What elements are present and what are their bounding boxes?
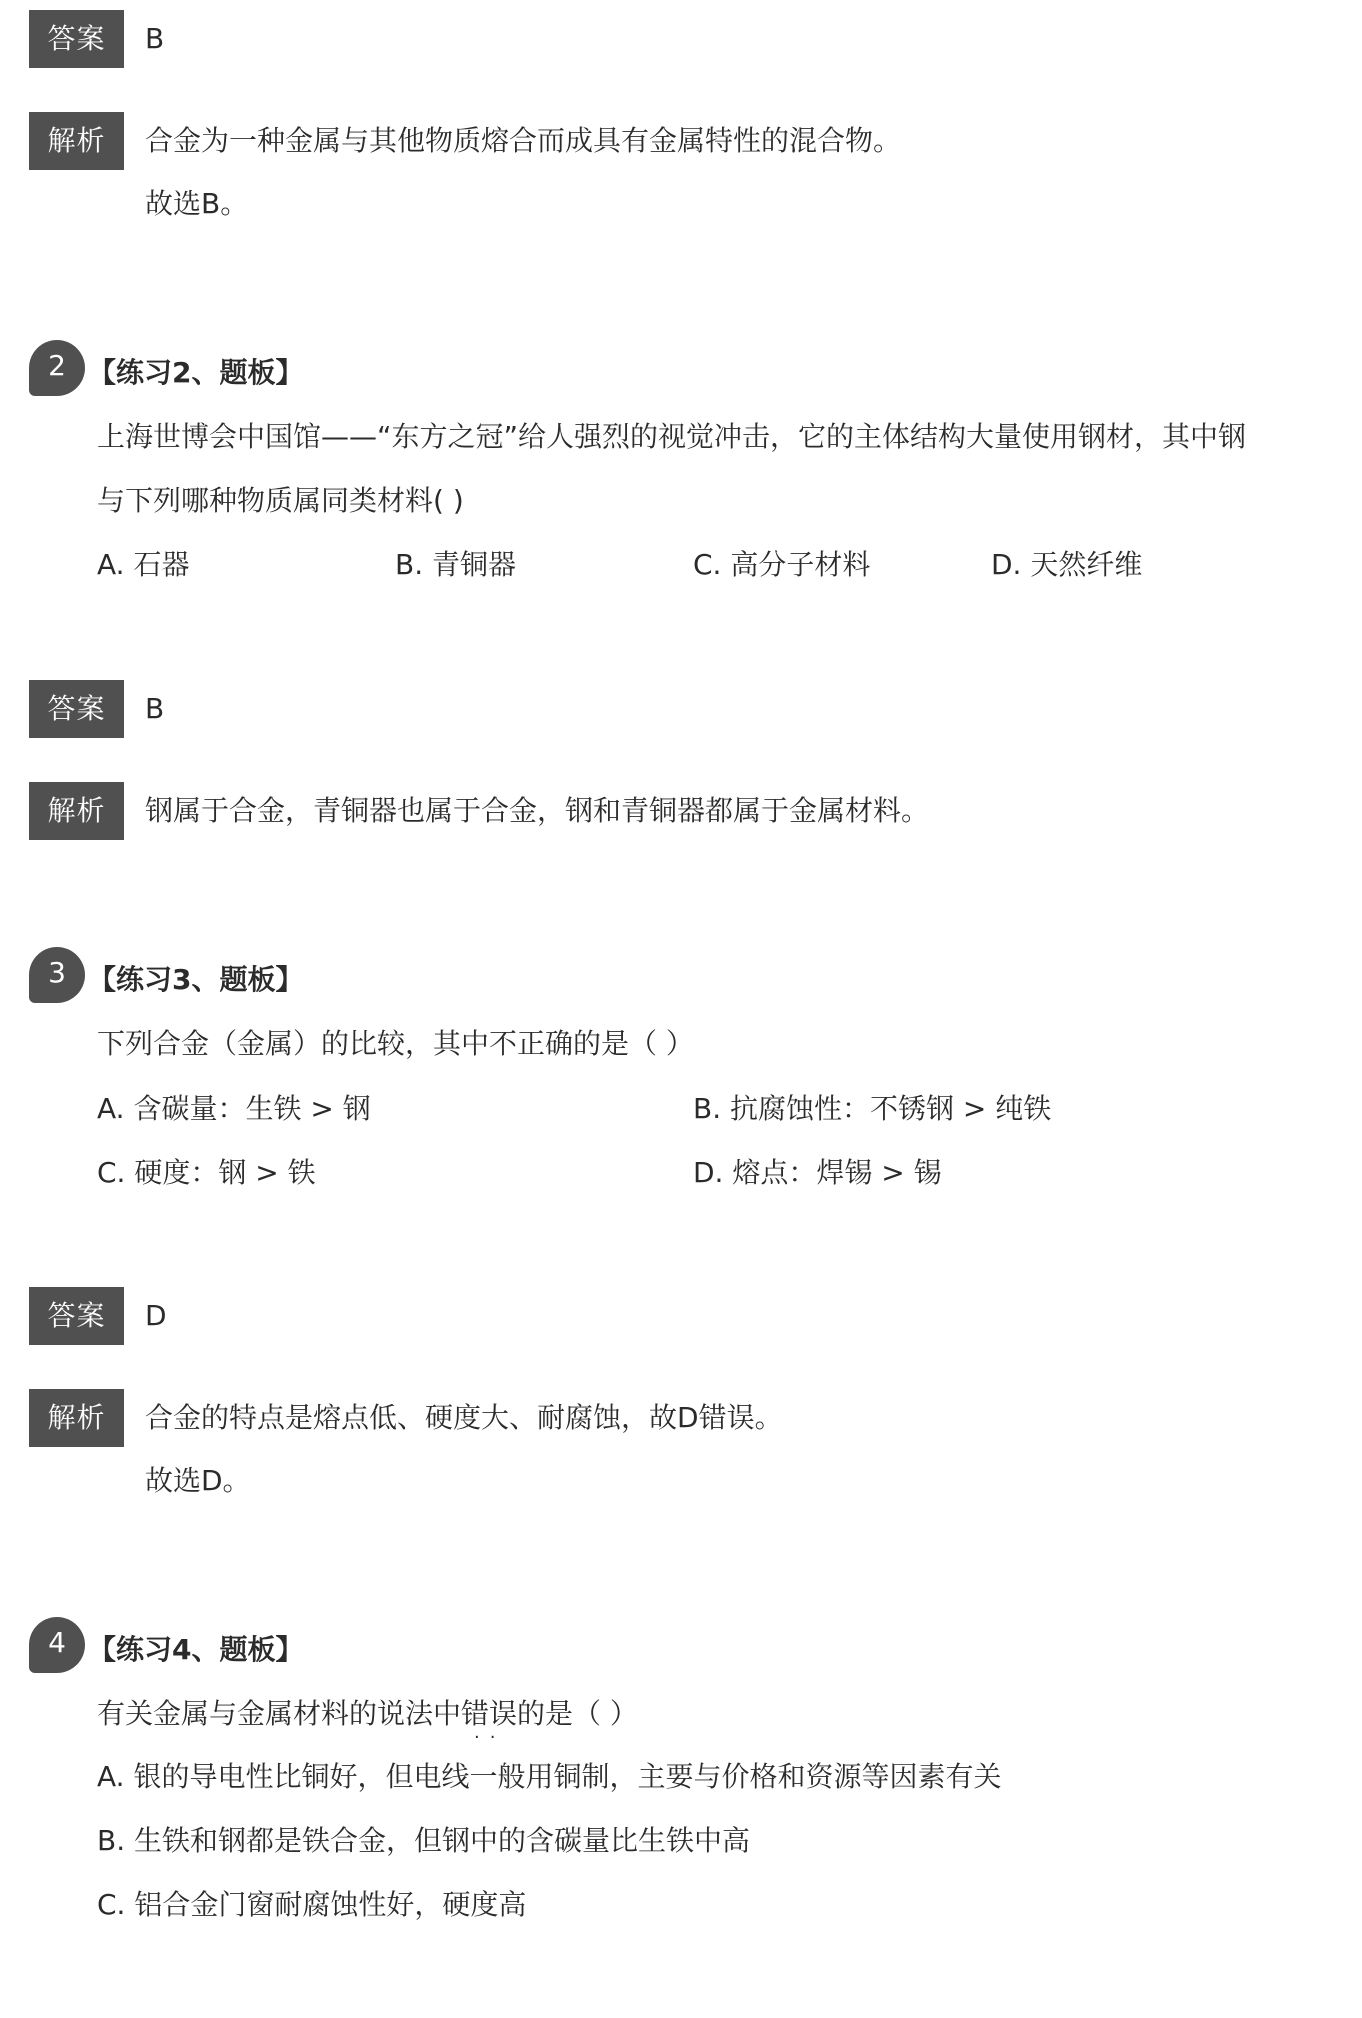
option-b: B. 生铁和钢都是铁合金，但钢中的含碳量比生铁中高 (97, 1824, 751, 1857)
question-number-badge: 4 (29, 1617, 85, 1673)
question-stem: 上海世博会中国馆——“东方之冠”给人强烈的视觉冲击，它的主体结构大量使用钢材，其中钢 (97, 420, 1247, 453)
option-a: A. 石器 (97, 548, 190, 581)
analysis-label: 解析 (29, 1389, 124, 1447)
question-title: 【练习2、题板】 (88, 356, 304, 389)
question-title: 【练习4、题板】 (88, 1633, 304, 1666)
question-number-badge: 3 (29, 947, 85, 1003)
answer-label: 答案 (29, 1287, 124, 1345)
option-c: C. 高分子材料 (693, 548, 871, 581)
analysis-label: 解析 (29, 112, 124, 170)
answer-value: D (145, 1299, 167, 1332)
option-d: D. 天然纤维 (991, 548, 1143, 581)
option-c: C. 硬度：钢 > 铁 (97, 1156, 316, 1189)
analysis-text: 故选D。 (145, 1464, 251, 1497)
option-a: A. 银的导电性比铜好，但电线一般用铜制，主要与价格和资源等因素有关 (97, 1760, 1002, 1793)
answer-value: B (145, 22, 165, 55)
option-d: D. 熔点：焊锡 > 锡 (693, 1156, 942, 1189)
analysis-text: 合金的特点是熔点低、硬度大、耐腐蚀，故D错误。 (145, 1401, 783, 1434)
answer-label: 答案 (29, 10, 124, 68)
answer-label: 答案 (29, 680, 124, 738)
question-number-badge: 2 (29, 340, 85, 396)
question-stem: 下列合金（金属）的比较，其中不正确的是（ ） (97, 1027, 694, 1060)
question-stem: 与下列哪种物质属同类材料( ) (97, 484, 464, 517)
analysis-text: 钢属于合金，青铜器也属于合金，钢和青铜器都属于金属材料。 (145, 794, 930, 827)
analysis-text: 合金为一种金属与其他物质熔合而成具有金属特性的混合物。 (145, 124, 902, 157)
answer-value: B (145, 692, 165, 725)
question-stem: 有关金属与金属材料的说法中错误的是（ ） (97, 1697, 638, 1730)
option-a: A. 含碳量：生铁 > 钢 (97, 1092, 371, 1125)
emphasis-dots: ·· (474, 1727, 506, 1748)
option-c: C. 铝合金门窗耐腐蚀性好，硬度高 (97, 1888, 527, 1921)
option-b: B. 青铜器 (395, 548, 517, 581)
analysis-label: 解析 (29, 782, 124, 840)
question-title: 【练习3、题板】 (88, 963, 304, 996)
analysis-text: 故选B。 (145, 187, 249, 220)
option-b: B. 抗腐蚀性：不锈钢 > 纯铁 (693, 1092, 1052, 1125)
